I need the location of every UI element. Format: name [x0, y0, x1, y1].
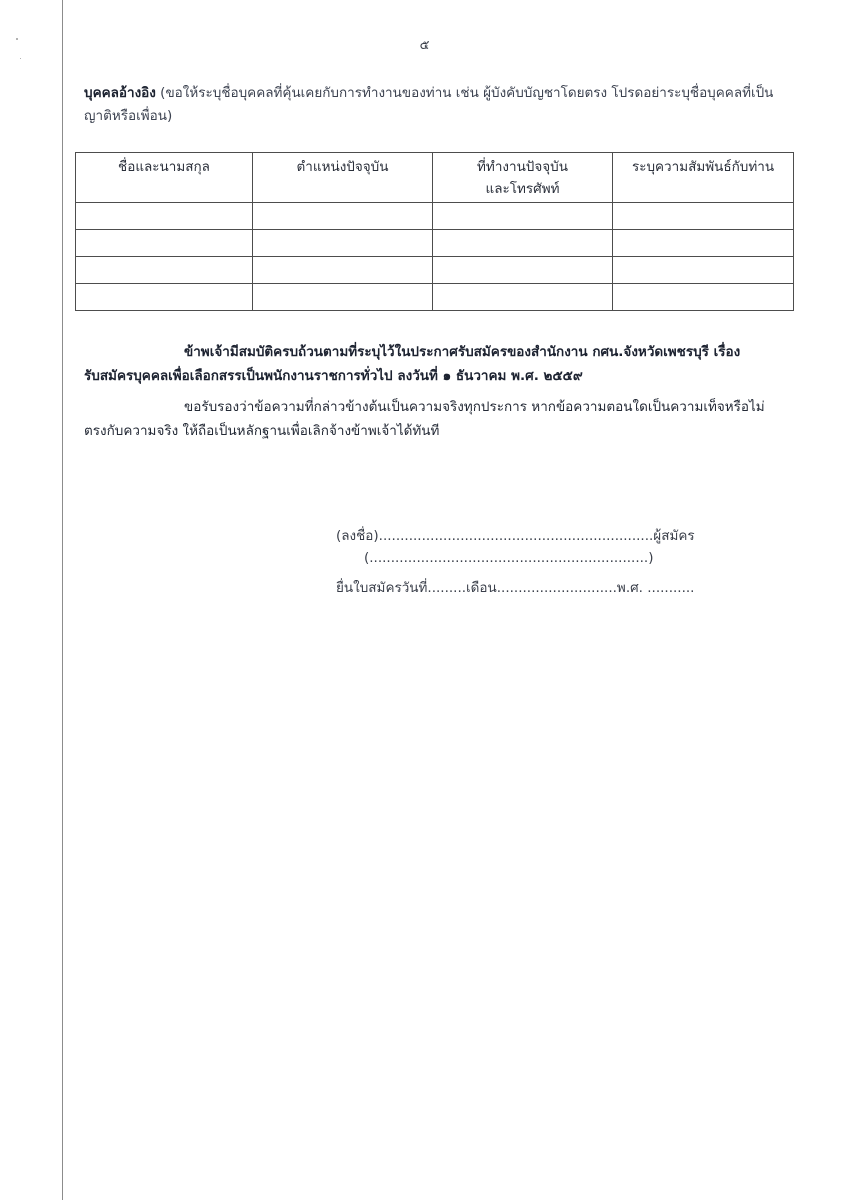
table-row: [76, 284, 794, 311]
table-row: [76, 203, 794, 230]
reference-table-header-row: [76, 153, 794, 203]
table-row: [76, 230, 794, 257]
table-cell[interactable]: [613, 257, 794, 284]
table-cell[interactable]: [613, 230, 794, 257]
table-cell[interactable]: [253, 257, 433, 284]
reference-heading: บุคคลอ้างอิง: [84, 85, 156, 101]
declaration-paragraph: [84, 340, 794, 388]
reference-instruction: (ขอให้ระบุชื่อบุคคลที่คุ้นเคยกับการทำงานของท่าน เช่น ผู้บังคับบัญชาโดยตรง โปรดอย่าระบุชื่อบุคคลที่เป็นญาติหรือเพื่อน): [84, 85, 774, 124]
column-header-position: ตำแหน่งปัจจุบัน: [253, 153, 433, 203]
table-cell[interactable]: [253, 203, 433, 230]
certification-line-1: ขอรับรองว่าข้อความที่กล่าวข้างต้นเป็นความจริงทุกประการ หากข้อความตอนใดเป็นความเท็จหรือไม่: [184, 399, 765, 415]
certification-line-2: ตรงกับความจริง ให้ถือเป็นหลักฐานเพื่อเลิกจ้างข้าพเจ้าได้ทันที: [84, 423, 440, 439]
table-cell[interactable]: [76, 203, 253, 230]
application-date-line[interactable]: ยื่นใบสมัครวันที่.........เดือน............................พ.ศ. ...........: [336, 580, 695, 596]
table-cell[interactable]: [433, 230, 613, 257]
binding-margin-line: [62, 0, 63, 1200]
table-cell[interactable]: [76, 284, 253, 311]
printed-name-line[interactable]: (.................................................................): [364, 550, 654, 566]
table-cell[interactable]: [433, 284, 613, 311]
declaration-line-1: ข้าพเจ้ามีสมบัติครบถ้วนตามที่ระบุไว้ในประกาศรับสมัครของสำนักงาน กศน.จังหวัดเพชรบุรี เรื่อง: [184, 344, 741, 360]
scan-speck: [20, 58, 21, 59]
table-cell[interactable]: [253, 230, 433, 257]
page-number: ๕: [419, 38, 430, 53]
column-header-name: ชื่อและนามสกุล: [76, 153, 253, 203]
column-header-relationship: ระบุความสัมพันธ์กับท่าน: [613, 153, 794, 203]
table-cell[interactable]: [253, 284, 433, 311]
declaration-line-2: รับสมัครบุคคลเพื่อเลือกสรรเป็นพนักงานราชการทั่วไป ลงวันที่ ๑ ธันวาคม พ.ศ. ๒๕๕๙: [84, 368, 583, 384]
table-cell[interactable]: [433, 257, 613, 284]
table-cell[interactable]: [613, 284, 794, 311]
reference-table: [75, 152, 794, 311]
signature-line[interactable]: (ลงชื่อ)................................................................ผู้สมัคร: [336, 528, 695, 544]
column-header-workplace: ที่ทำงานปัจจุบัน และโทรศัพท์: [433, 153, 613, 203]
table-cell[interactable]: [613, 203, 794, 230]
reference-heading-block: [84, 82, 774, 128]
table-cell[interactable]: [76, 257, 253, 284]
table-row: [76, 257, 794, 284]
table-cell[interactable]: [76, 230, 253, 257]
table-cell[interactable]: [433, 203, 613, 230]
certification-paragraph: [84, 395, 794, 443]
